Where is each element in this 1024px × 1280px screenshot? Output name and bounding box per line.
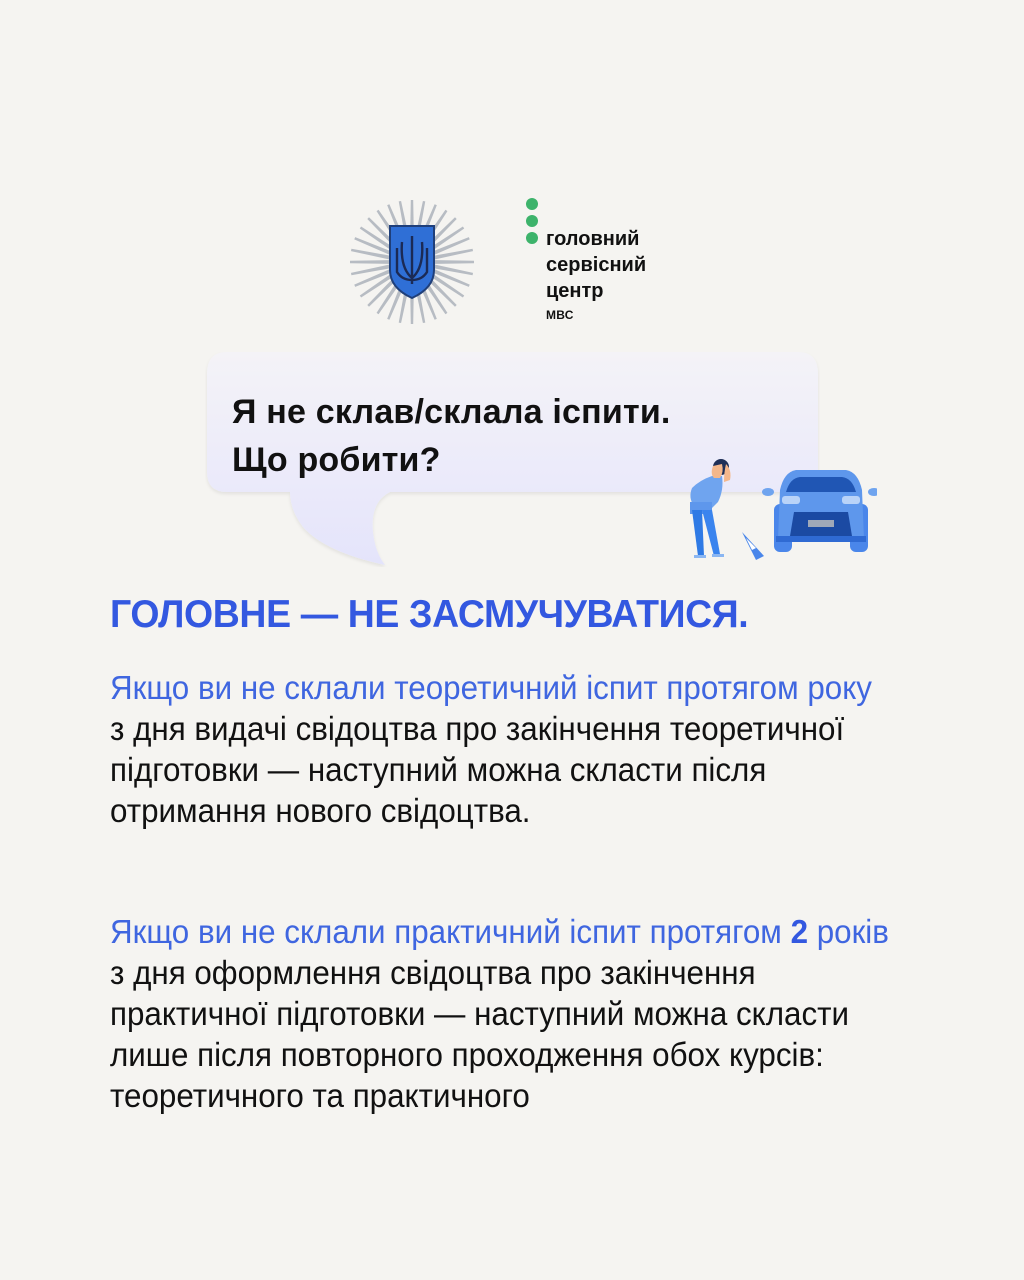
person-icon — [690, 459, 731, 558]
paragraph-1-text: з дня видачі свідоцтва про закінчення теоретичної підготовки — наступний можна скласти після отримання нового свідоцтва. — [110, 710, 845, 829]
paragraph-2-highlight-number: 2 — [790, 913, 809, 950]
service-center-subtitle: МВС — [546, 308, 574, 322]
traffic-cone-icon — [742, 532, 764, 560]
question-line-2: Що робити? — [232, 441, 441, 479]
car-icon — [762, 470, 877, 552]
paragraph-1-highlight: Якщо ви не склали теоретичний іспит протягом року — [110, 669, 872, 706]
paragraph-2-highlight-after: років — [808, 913, 889, 950]
paragraph-practical-exam — [110, 911, 889, 1116]
bubble-question — [232, 388, 671, 484]
logos-header — [350, 198, 680, 328]
service-center-name: головний сервісний центр — [546, 228, 647, 302]
police-emblem-icon — [350, 198, 474, 326]
paragraph-theory-exam — [110, 667, 889, 831]
worried-driver-car-illustration — [672, 450, 877, 568]
question-line-1: Я не склав/склала іспити. — [232, 393, 671, 431]
paragraph-2-text: з дня оформлення свідоцтва про закінчення практичної підготовки — наступний можна скласти лише після повторного проходження обох курсів: теоретичного та практичного — [110, 954, 850, 1114]
paragraph-2-highlight-before: Якщо ви не склали практичний іспит протягом — [110, 913, 791, 950]
headline: ГОЛОВНЕ — НЕ ЗАСМУЧУВАТИСЯ. — [110, 593, 749, 636]
